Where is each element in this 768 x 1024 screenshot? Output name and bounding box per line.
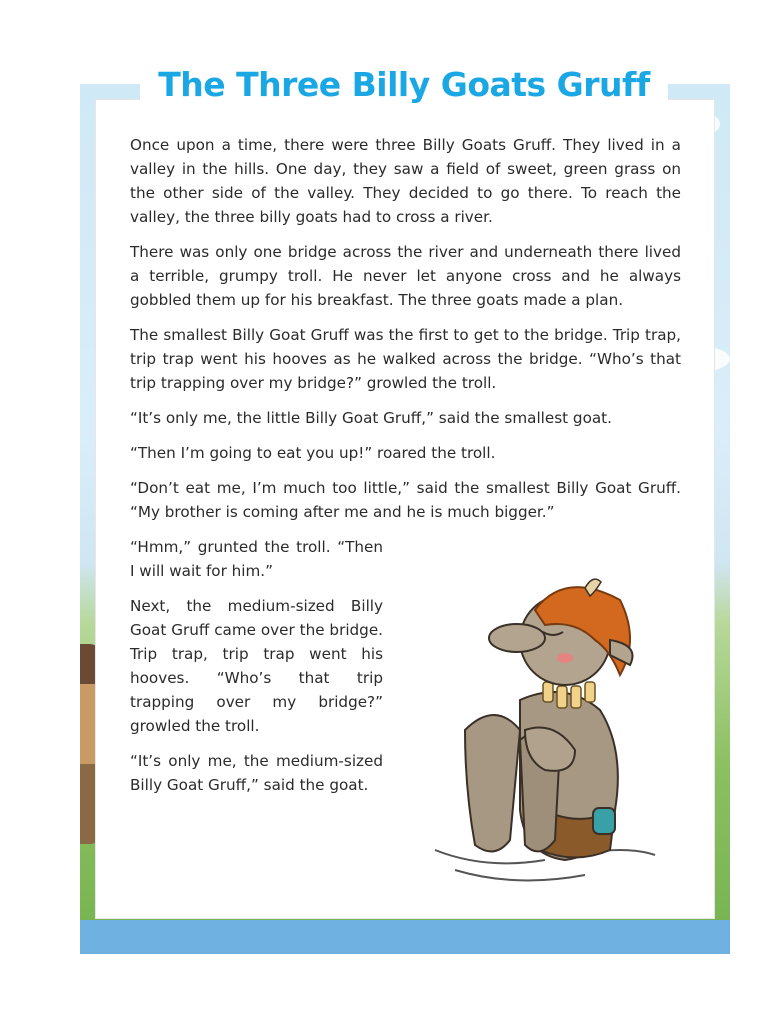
page-title: The Three Billy Goats Gruff [158, 64, 650, 104]
troll-leg-left [465, 715, 520, 851]
paragraph: “Then I’m going to eat you up!” roared the troll. [130, 444, 496, 462]
pouch [593, 808, 615, 834]
troll-cheek [557, 653, 573, 663]
paragraph: “It’s only me, the medium-sized Billy Goat Gruff,” said the goat. [130, 752, 383, 794]
troll-illustration [425, 570, 675, 890]
paragraph: There was only one bridge across the river and underneath there lived a terrible, grumpy troll. He never let anyone cross and he always gobbled them up for his breakfast. The three goats made a plan. [130, 243, 681, 309]
paragraph: “Don’t eat me, I’m much too little,” said the smallest Billy Goat Gruff. “My brother is coming after me and he is much bigger.” [130, 479, 681, 521]
paragraph: Once upon a time, there were three Billy Goats Gruff. They lived in a valley in the hills. One day, they saw a field of sweet, green grass on the other side of the valley. They decided to go there. To reach the valley, the three billy goats had to cross a river. [130, 136, 681, 226]
paragraph: The smallest Billy Goat Gruff was the first to get to the bridge. Trip trap, trip trap went his hooves as he walked across the bridge. “Who’s that trip trapping over my bridge?” growled the troll. [130, 326, 681, 392]
troll-nose [489, 624, 545, 652]
paragraph: “Hmm,” grunted the troll. “Then I will wait for him.” [130, 538, 383, 580]
title-banner [140, 54, 668, 114]
paragraph: “It’s only me, the little Billy Goat Gruff,” said the smallest goat. [130, 409, 612, 427]
river [80, 920, 730, 954]
paragraph: Next, the medium-sized Billy Goat Gruff came over the bridge. Trip trap, trip trap went his hooves. “Who’s that trip trapping over my bridge?” growled the troll. [130, 597, 383, 735]
